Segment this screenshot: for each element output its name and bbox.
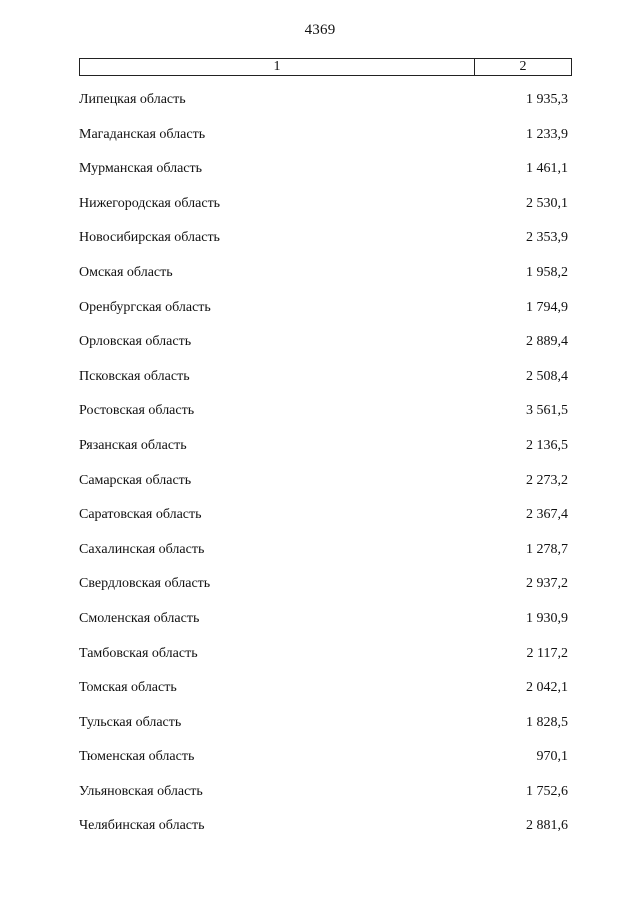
region-value: 2 353,9: [526, 230, 568, 246]
table-row: [0, 157, 640, 192]
region-name: Сахалинская область: [79, 541, 205, 557]
region-value: 1 794,9: [526, 299, 568, 315]
table-row: [0, 330, 640, 365]
region-name: Самарская область: [79, 472, 192, 488]
table-row: [0, 572, 640, 607]
region-name: Тюменская область: [79, 749, 195, 765]
table-row: [0, 503, 640, 538]
region-value: 2 136,5: [526, 437, 568, 453]
region-name: Липецкая область: [79, 92, 186, 107]
table-row: [0, 607, 640, 642]
region-name: Тульская область: [79, 714, 182, 730]
region-name: Мурманская область: [79, 161, 203, 177]
region-name: Новосибирская область: [79, 230, 220, 246]
region-name: Ульяновская область: [79, 783, 203, 799]
region-value: 970,1: [536, 749, 568, 765]
region-name: Магаданская область: [79, 126, 206, 142]
table-row: [0, 261, 640, 296]
region-name: Саратовская область: [79, 507, 202, 523]
region-value: 2 117,2: [526, 645, 568, 661]
region-value: 1 958,2: [526, 264, 568, 280]
region-name: Псковская область: [79, 368, 190, 384]
region-value: 2 367,4: [526, 507, 568, 523]
region-value: 2 508,4: [526, 368, 568, 384]
header-cell-col1: 1: [80, 59, 475, 75]
table-header: [79, 58, 572, 76]
region-value: 1 752,6: [526, 783, 568, 799]
region-value: 1 935,3: [526, 92, 568, 107]
table-row: [0, 538, 640, 573]
table-row: [0, 123, 640, 158]
table-row: [0, 642, 640, 677]
region-name: Орловская область: [79, 334, 192, 350]
region-name: Рязанская область: [79, 437, 187, 453]
table-body: [0, 88, 640, 849]
region-value: 2 937,2: [526, 576, 568, 592]
table-row: [0, 365, 640, 400]
table-row: [0, 676, 640, 711]
table-row: [0, 434, 640, 469]
region-value: 2 881,6: [526, 818, 568, 834]
table-row: [0, 192, 640, 227]
table-row: [0, 780, 640, 815]
region-value: 1 828,5: [526, 714, 568, 730]
region-name: Ростовская область: [79, 403, 195, 419]
region-name: Оренбургская область: [79, 299, 211, 315]
region-value: 1 461,1: [526, 161, 568, 177]
table-row: [0, 399, 640, 434]
region-name: Смоленская область: [79, 610, 200, 626]
region-value: 2 530,1: [526, 195, 568, 211]
region-name: Тамбовская область: [79, 645, 198, 661]
region-name: Томская область: [79, 680, 177, 696]
table-row: [0, 296, 640, 331]
table-row: [0, 711, 640, 746]
region-name: Челябинская область: [79, 818, 205, 834]
table-row: [0, 745, 640, 780]
region-value: 1 233,9: [526, 126, 568, 142]
region-value: 2 042,1: [526, 680, 568, 696]
region-value: 1 930,9: [526, 610, 568, 626]
page-number: 4369: [304, 22, 336, 38]
table-row: [0, 88, 640, 123]
region-name: Омская область: [79, 264, 173, 280]
region-value: 1 278,7: [526, 541, 568, 557]
table-row: [0, 469, 640, 504]
region-name: Свердловская область: [79, 576, 211, 592]
region-value: 2 889,4: [526, 334, 568, 350]
table-row: [0, 226, 640, 261]
table-row: [0, 814, 640, 849]
region-value: 2 273,2: [526, 472, 568, 488]
region-name: Нижегородская область: [79, 195, 221, 211]
header-cell-col2: 2: [519, 59, 527, 74]
region-value: 3 561,5: [526, 403, 568, 419]
